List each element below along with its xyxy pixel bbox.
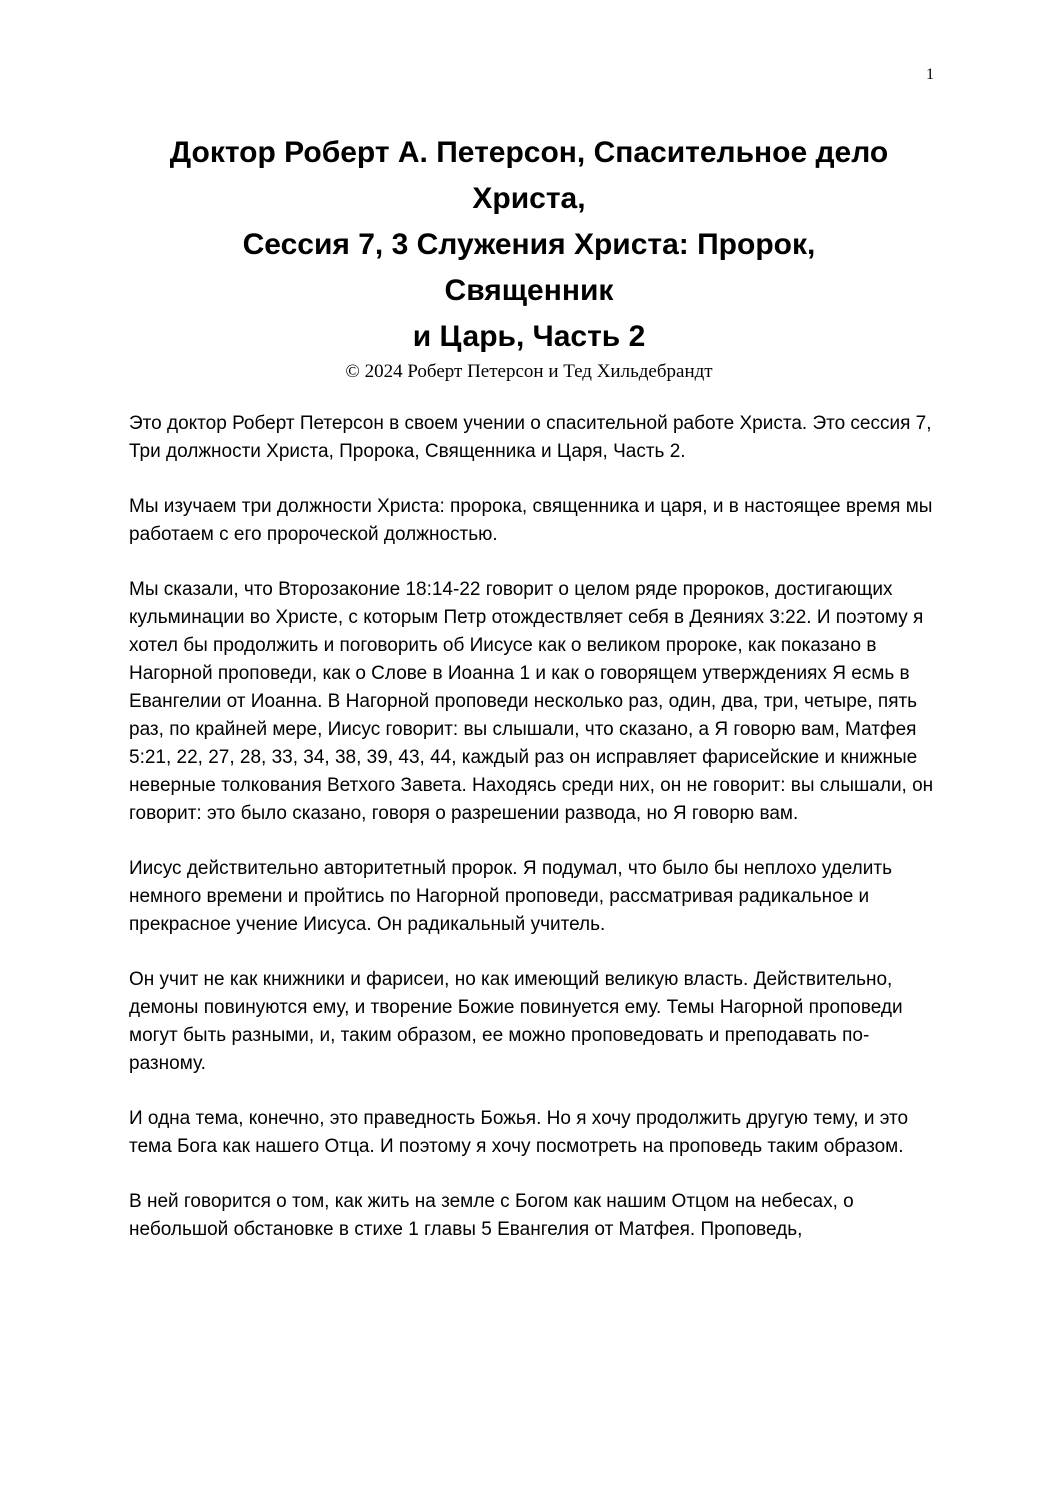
paragraph: Он учит не как книжники и фарисеи, но как имеющий великую власть. Действительно, демоны повинуются ему, и творение Божие повинуется ему. Темы Нагорной проповеди могут быть разными, и, таким образом, ее можно проповедовать и преподавать по-разному. xyxy=(129,969,903,1074)
paragraph: Это доктор Роберт Петерсон в своем учении о спасительной работе Христа. Это сессия 7, Три должности Христа, Пророка, Священника и Царя, Часть 2. xyxy=(129,413,932,462)
paragraph: В ней говорится о том, как жить на земле с Богом как нашим Отцом на небесах, о небольшой обстановке в стихе 1 главы 5 Евангелия от Матфея. Проповедь, xyxy=(129,1191,854,1240)
document-title-line: и Царь, Часть 2 xyxy=(412,320,646,353)
paragraph: Иисус действительно авторитетный пророк. Я подумал, что было бы неплохо уделить немного времени и пройтись по Нагорной проповеди, рассматривая радикальное и прекрасное учение Иисуса. Он радикальный учитель. xyxy=(129,858,892,935)
document-title-line: Доктор Роберт А. Петерсон, Спасительное дело xyxy=(169,136,889,169)
paragraph: Мы изучаем три должности Христа: пророка, священника и царя, и в настоящее время мы работаем с его пророческой должностью. xyxy=(129,496,933,545)
paragraph: Мы сказали, что Второзаконие 18:14-22 говорит о целом ряде пророков, достигающих кульминации во Христе, с которым Петр отождествляет себя в Деяниях 3:22. И поэтому я хотел бы продолжить и поговорить об Иисусе как о великом пророке, как показано в Нагорной проповеди, как о Слове в Иоанна 1 и как о говорящем утверждениях Я есмь в Евангелии от Иоанна. В Нагорной проповеди несколько раз, один, два, три, четыре, пять раз, по крайней мере, Иисус говорит: вы слышали, что сказано, а Я говорю вам, Матфея 5:21, 22, 27, 28, 33, 34, 38, 39, 43, 44, каждый раз он исправляет фарисейские и книжные неверные толкования Ветхого Завета. Находясь среди них, он не говорит: вы слышали, он говорит: это было сказано, говоря о разрешении развода, но Я говорю вам. xyxy=(129,579,934,824)
document-title-line: Священник xyxy=(444,274,614,307)
document-header xyxy=(100,130,958,384)
page-number: 1 xyxy=(926,66,934,83)
document-title-line: Христа, xyxy=(472,182,586,215)
document-title-line: Сессия 7, 3 Служения Христа: Пророк, xyxy=(242,228,816,261)
copyright-notice: © 2024 Роберт Петерсон и Тед Хильдебрандт xyxy=(345,361,713,382)
document-body xyxy=(129,410,939,1271)
paragraph: И одна тема, конечно, это праведность Божья. Но я хочу продолжить другую тему, и это тема Бога как нашего Отца. И поэтому я хочу посмотреть на проповедь таким образом. xyxy=(129,1108,909,1157)
